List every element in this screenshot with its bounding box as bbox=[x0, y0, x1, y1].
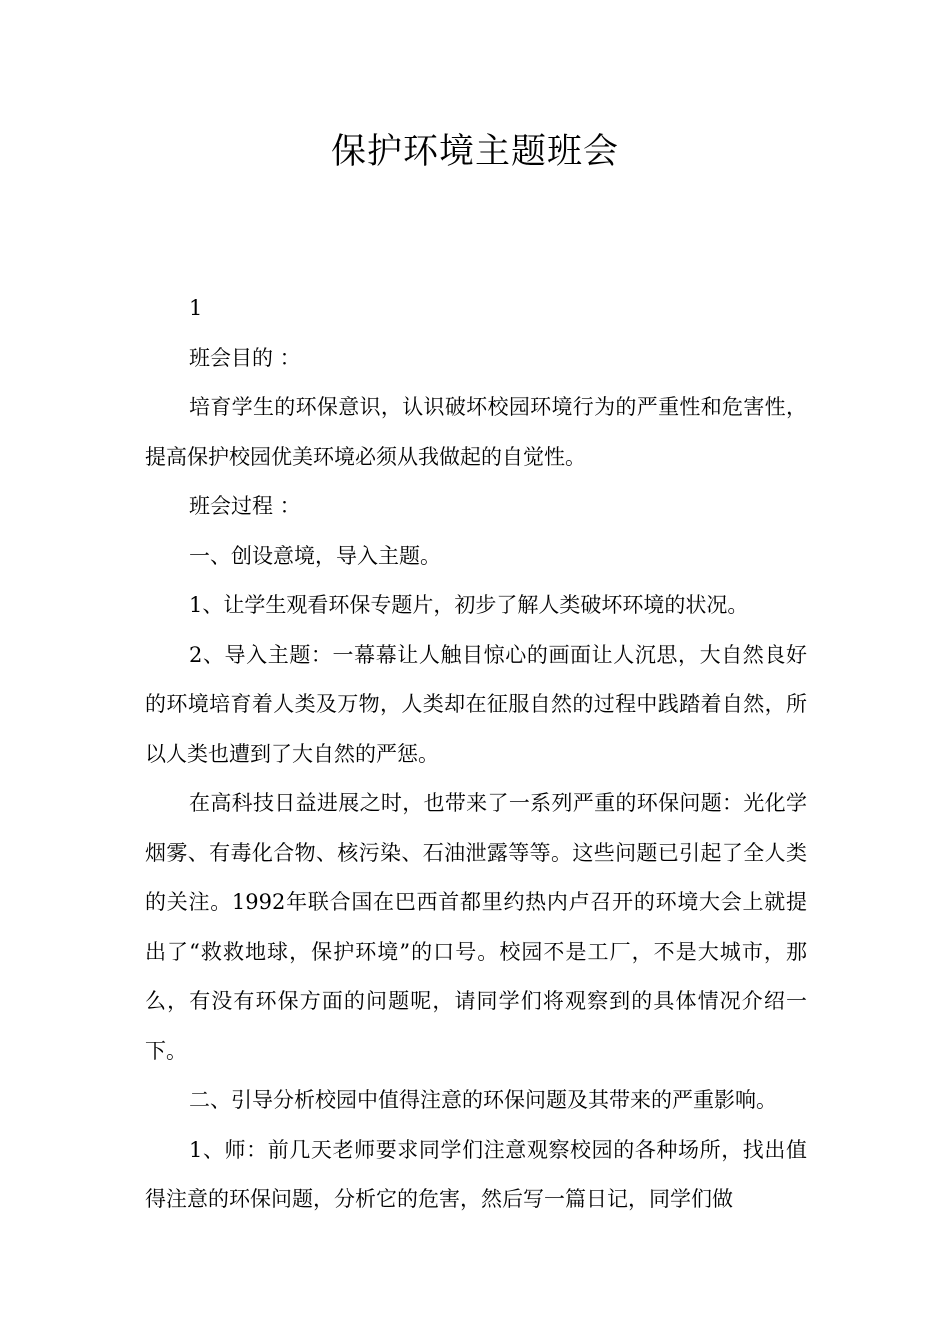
paragraph-section-number: 1 bbox=[189, 296, 203, 320]
document-title: 保护环境主题班会 bbox=[330, 132, 619, 172]
paragraph-environment-issues: 在高科技日益进展之时，也带来了一系列严重的环保问题：光化学烟雾、有毒化合物、核污染、石油泄露等等。这些问题已引起了全人类的关注。1992年联合国在巴西首都里约热内卢召开的环境大会上就提出了“救救地球，保护环境”的口号。校园不是工厂，不是大城市，那么，有没有环保方面的问题呢，请同学们将观察到的具体情况介绍一下。 bbox=[145, 791, 807, 1063]
paragraph-step-two-heading: 二、引导分析校园中值得注意的环保问题及其带来的严重影响。 bbox=[189, 1088, 777, 1112]
paragraph-step-one-item-2: 2、导入主题：一幕幕让人触目惊心的画面让人沉思，大自然良好的环境培育着人类及万物，人类却在征服自然的过程中践踏着自然，所以人类也遭到了大自然的严惩。 bbox=[145, 642, 807, 766]
paragraph-goal-text: 培育学生的环保意识，认识破坏校园环境行为的严重性和危害性，提高保护校园优美环境必须从我做起的自觉性。 bbox=[145, 395, 807, 469]
paragraph-step-one-heading: 一、创设意境，导入主题。 bbox=[189, 543, 441, 568]
document-body bbox=[145, 284, 807, 1225]
paragraph-step-two-item-1: 1、师：前几天老师要求同学们注意观察校园的各种场所，找出值得注意的环保问题，分析它的危害，然后写一篇日记，同学们做 bbox=[145, 1137, 807, 1211]
paragraph-step-one-item-1: 1、让学生观看环保专题片，初步了解人类破坏环境的状况。 bbox=[189, 593, 749, 617]
paragraph-process-heading: 班会过程 ： bbox=[189, 494, 301, 518]
paragraph-goal-heading: 班会目的 ： bbox=[189, 345, 301, 370]
